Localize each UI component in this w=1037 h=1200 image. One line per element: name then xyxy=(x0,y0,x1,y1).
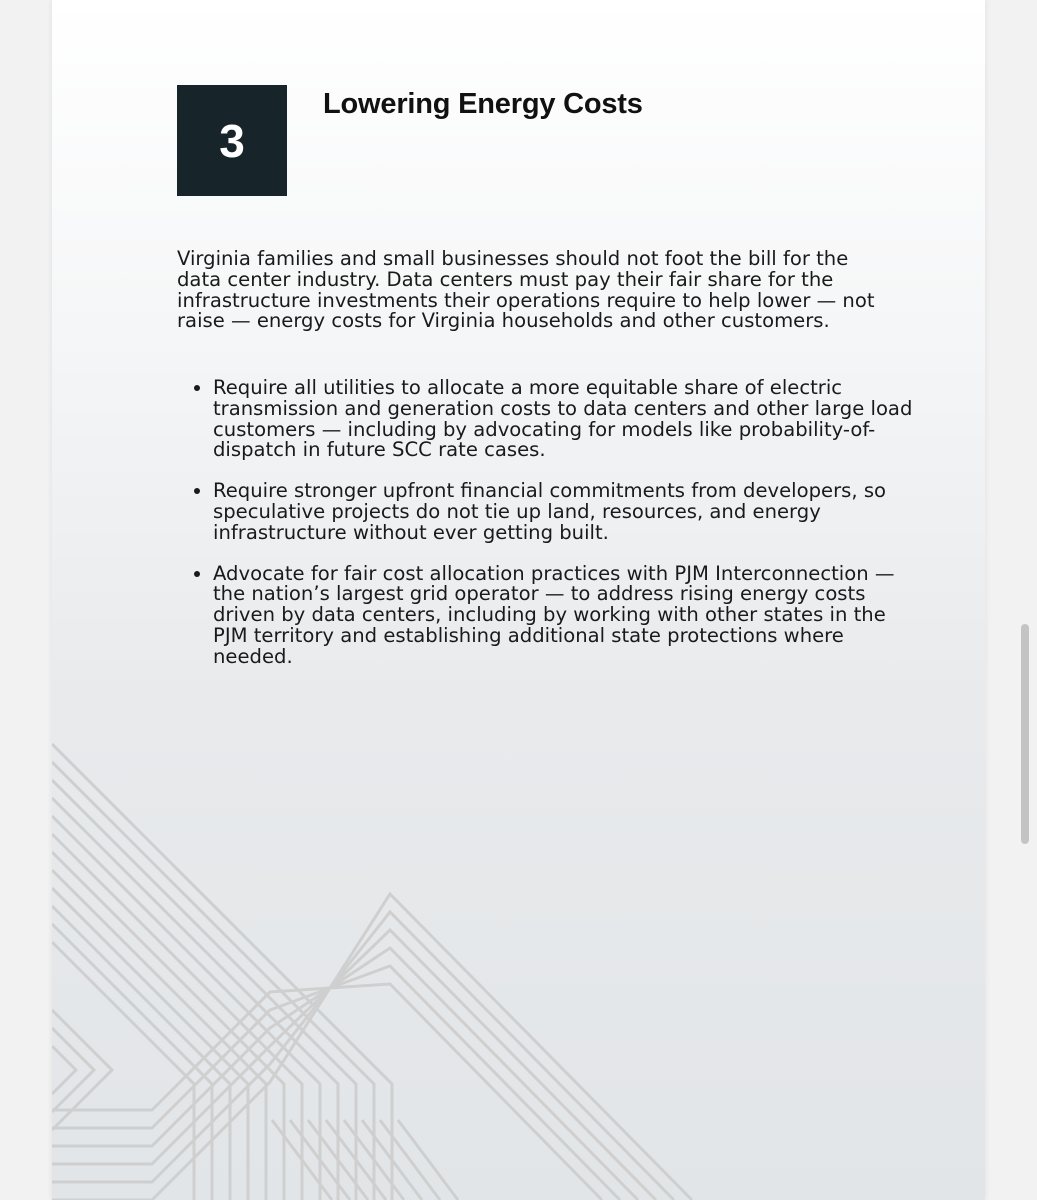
document-page xyxy=(52,0,985,1200)
section-title: Lowering Energy Costs xyxy=(323,88,643,120)
decorative-line-pattern xyxy=(52,700,985,1200)
scrollbar-thumb[interactable] xyxy=(1021,624,1029,844)
section-number: 3 xyxy=(219,114,245,167)
list-item: • Require stronger upfront financial commitments from developers, so speculative projects do not tie up land, resources, and energy infrastructure without ever getting built. xyxy=(213,481,913,543)
policy-bullet-list xyxy=(177,378,913,688)
list-item: • Advocate for fair cost allocation practices with PJM Interconnection — the nation’s largest grid operator — to address rising energy costs driven by data centers, including by working with other states in the PJM territory and establishing additional state protections where needed. xyxy=(213,564,913,668)
section-number-box xyxy=(177,85,287,196)
scrollbar-track[interactable] xyxy=(1018,0,1032,1200)
list-item: • Require all utilities to allocate a more equitable share of electric transmission and generation costs to data centers and other large load customers — including by advocating for models like probability-of-dispatch in future SCC rate cases. xyxy=(213,378,913,461)
intro-paragraph: Virginia families and small businesses should not foot the bill for the data center industry. Data centers must pay their fair share for the infrastructure investments their operations require to help lower — not raise — energy costs for Virginia households and other customers. xyxy=(177,247,875,333)
